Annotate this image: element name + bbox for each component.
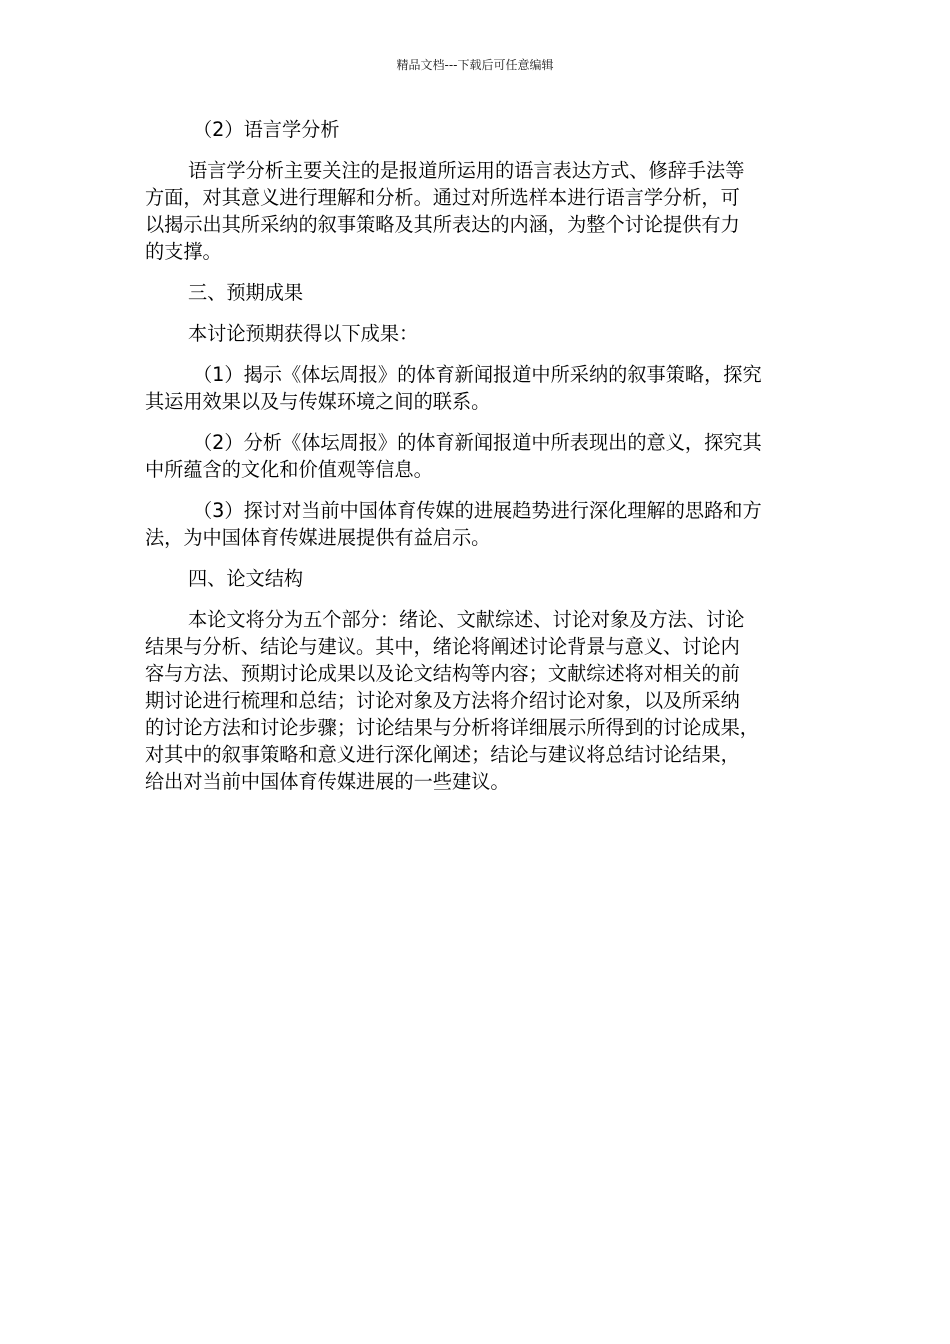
paragraph-line: 的支撑。 (145, 240, 222, 263)
paragraph-line: 容与方法、预期讨论成果以及论文结构等内容；文献综述将对相关的前 (145, 662, 740, 685)
paragraph-line: 本论文将分为五个部分：绪论、文献综述、讨论对象及方法、讨论 (188, 608, 745, 631)
paragraph-line: 其运用效果以及与传媒环境之间的联系。 (145, 390, 491, 413)
document-body (145, 116, 805, 809)
result-item-2 (145, 429, 805, 483)
paragraph-line: 方面，对其意义进行理解和分析。通过对所选样本进行语言学分析，可 (145, 186, 740, 209)
paragraph-line: （1）揭示《体坛周报》的体育新闻报道中所采纳的叙事策略，探究 (193, 363, 762, 386)
paragraph-expected-intro: 本讨论预期获得以下成果： (188, 322, 419, 345)
paragraph-line: 给出对当前中国体育传媒进展的一些建议。 (145, 770, 510, 793)
paragraph-line: 中所蕴含的文化和价值观等信息。 (145, 458, 433, 481)
paragraph-linguistics (145, 157, 805, 265)
paragraph-line: 对其中的叙事策略和意义进行深化阐述；结论与建议将总结讨论结果， (145, 743, 740, 766)
paragraph-line: （3）探讨对当前中国体育传媒的进展趋势进行深化理解的思路和方 (193, 499, 762, 522)
subsection-heading-linguistics: （2）语言学分析 (193, 118, 340, 141)
result-item-1 (145, 361, 805, 415)
section-heading-thesis-structure: 四、论文结构 (188, 567, 304, 590)
paragraph-thesis-structure (145, 606, 805, 795)
page-header: 精品文档---下载后可任意编辑 (396, 58, 554, 72)
paragraph-line: 的讨论方法和讨论步骤；讨论结果与分析将详细展示所得到的讨论成果， (145, 716, 759, 739)
paragraph-line: 法，为中国体育传媒进展提供有益启示。 (145, 526, 491, 549)
paragraph-line: 语言学分析主要关注的是报道所运用的语言表达方式、修辞手法等 (188, 159, 745, 182)
paragraph-line: （2）分析《体坛周报》的体育新闻报道中所表现出的意义，探究其 (193, 431, 762, 454)
paragraph-line: 期讨论进行梳理和总结；讨论对象及方法将介绍讨论对象，以及所采纳 (145, 689, 740, 712)
paragraph-line: 结果与分析、结论与建议。其中，绪论将阐述讨论背景与意义、讨论内 (145, 635, 740, 658)
result-item-3 (145, 497, 805, 551)
section-heading-expected-results: 三、预期成果 (188, 281, 304, 304)
paragraph-line: 以揭示出其所采纳的叙事策略及其所表达的内涵，为整个讨论提供有力 (145, 213, 740, 236)
